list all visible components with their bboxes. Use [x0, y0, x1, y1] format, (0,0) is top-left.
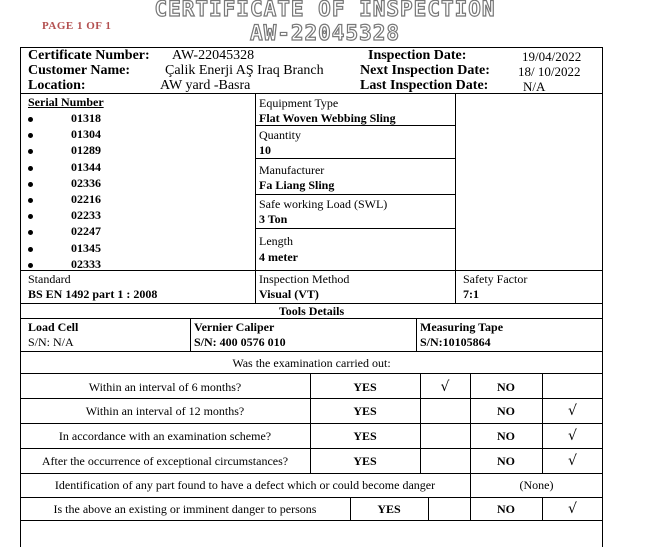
no-check-mark: √ [568, 428, 577, 444]
serial-number-heading: Serial Number [28, 95, 104, 109]
load-cell-value: S/N: N/A [28, 335, 74, 349]
danger-question: Is the above an existing or imminent danger to persons [53, 502, 317, 516]
location-value: AW yard -Basra [160, 78, 251, 93]
vernier-caliper-value: S/N: 400 0576 010 [194, 335, 286, 349]
defect-question: Identification of any part found to have a defect which or could become danger [54, 478, 436, 492]
measuring-tape-value: S/N:10105864 [420, 335, 491, 349]
exam-question-exceptional: After the occurrence of exceptional circumstances? [41, 454, 289, 468]
length-label: Length [259, 234, 293, 248]
certificate-subtitle: AW-22045328 [249, 21, 401, 45]
yes-check-mark: √ [440, 379, 450, 395]
swl-value: 3 Ton [259, 212, 288, 226]
exam-no-label: NO [497, 454, 515, 468]
safety-factor-value: 7:1 [463, 287, 479, 301]
last-inspection-label: Last Inspection Date: [360, 78, 489, 93]
measuring-tape-label: Measuring Tape [420, 320, 504, 334]
swl-label: Safe working Load (SWL) [259, 197, 388, 211]
next-inspection-label: Next Inspection Date: [360, 63, 490, 78]
exam-yes-label: YES [353, 454, 377, 468]
customer-label: Customer Name: [28, 63, 130, 78]
examination-heading: Was the examination carried out: [232, 356, 391, 370]
location-label: Location: [28, 78, 86, 93]
exam-no-label: NO [497, 404, 515, 418]
next-inspection-value: 18/ 10/2022 [518, 64, 581, 79]
inspection-date-label: Inspection Date: [368, 48, 467, 63]
defect-answer: (None) [519, 478, 554, 492]
length-value: 4 meter [259, 250, 298, 264]
safety-factor-label: Safety Factor [463, 272, 528, 286]
equipment-type-value: Flat Woven Webbing Sling [259, 111, 396, 125]
no-check-mark: √ [568, 403, 577, 419]
standard-value: BS EN 1492 part 1 : 2008 [28, 287, 158, 301]
page-label: PAGE 1 OF 1 [42, 20, 112, 32]
manufacturer-value: Fa Liang Sling [259, 178, 335, 192]
quantity-label: Quantity [259, 128, 301, 142]
inspection-date-value: 19/04/2022 [522, 49, 582, 64]
exam-yes-label: YES [353, 380, 377, 394]
inspection-method-label: Inspection Method [259, 272, 350, 286]
quantity-value: 10 [259, 143, 271, 157]
exam-no-label: NO [497, 429, 515, 443]
load-cell-label: Load Cell [28, 320, 79, 334]
equipment-type-label: Equipment Type [259, 96, 339, 110]
danger-no-label: NO [497, 502, 515, 516]
last-inspection-value: N/A [523, 79, 546, 94]
inspection-method-value: Visual (VT) [259, 287, 319, 301]
exam-question-12-months: Within an interval of 12 months? [85, 404, 245, 418]
exam-question-6-months: Within an interval of 6 months? [88, 380, 242, 394]
exam-question-scheme: In accordance with an examination scheme? [58, 429, 272, 443]
exam-no-label: NO [497, 380, 515, 394]
danger-no-check-mark: √ [568, 501, 577, 517]
certificate-title: CERTIFICATE OF INSPECTION [154, 0, 496, 21]
tools-heading: Tools Details [278, 304, 345, 318]
danger-yes-label: YES [377, 502, 401, 516]
no-check-mark: √ [568, 453, 577, 469]
manufacturer-label: Manufacturer [259, 163, 325, 177]
customer-value: Çalik Enerji AŞ Iraq Branch [165, 63, 324, 78]
exam-yes-label: YES [353, 429, 377, 443]
standard-label: Standard [28, 272, 71, 286]
cert-number-value: AW-22045328 [172, 48, 255, 63]
vernier-caliper-label: Vernier Caliper [194, 320, 275, 334]
cert-number-label: Certificate Number: [28, 48, 150, 63]
exam-yes-label: YES [353, 404, 377, 418]
